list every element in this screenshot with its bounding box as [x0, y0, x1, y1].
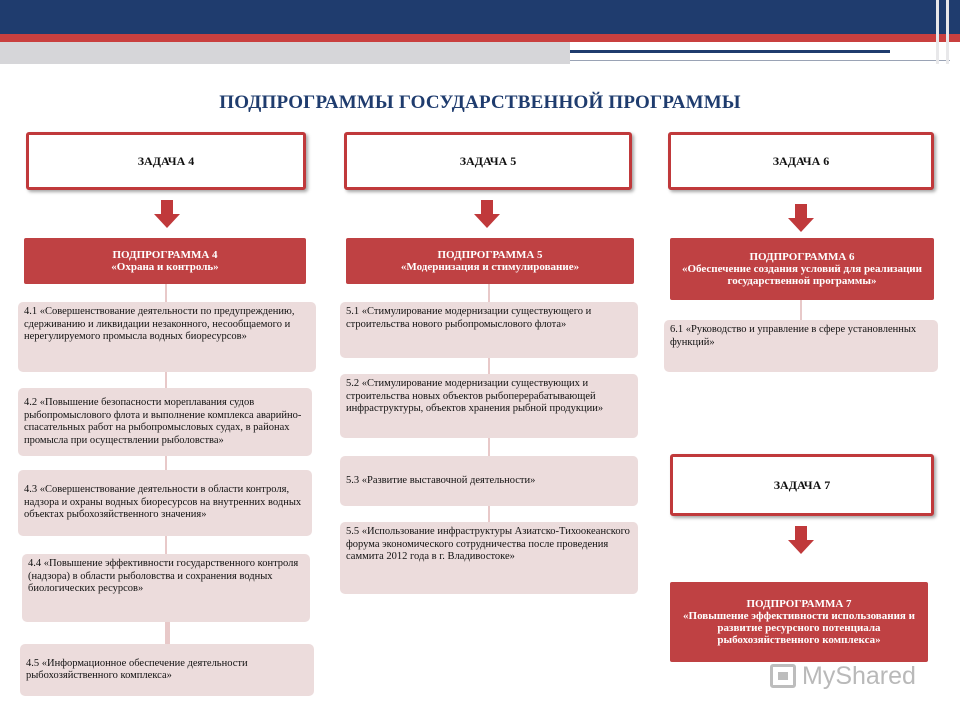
connector-line [165, 622, 170, 644]
connector-line [488, 284, 490, 302]
task-6-box [668, 132, 934, 190]
task-5-label: ЗАДАЧА 5 [459, 153, 517, 168]
connector-line [488, 438, 490, 456]
item-5-2: 5.2 «Стимулирование модернизации существующих и строительства новых объектов рыбоперерабатывающей инфраструктуры, объектов хранения рыбной продукции» [340, 374, 638, 438]
connector-line [165, 372, 167, 388]
task-4-box [26, 132, 306, 190]
item-5-1: 5.1 «Стимулирование модернизации существующего и строительства нового рыбопромыслового флота» [340, 302, 638, 358]
item-6-1: 6.1 «Руководство и управление в сфере установленных функций» [664, 320, 938, 372]
subprogram-7-name: «Повышение эффективности использования и развитие ресурсного потенциала рыбохозяйственного комплекса» [683, 610, 915, 646]
connector-line [165, 284, 167, 302]
header-band-red [0, 34, 960, 42]
page-title: ПОДПРОГРАММЫ ГОСУДАРСТВЕННОЙ ПРОГРАММЫ [219, 92, 741, 113]
subprogram-7-title: ПОДПРОГРАММА 7 [746, 598, 852, 610]
connector-line [488, 506, 490, 522]
subprogram-4 [24, 238, 306, 284]
subprogram-4-title: ПОДПРОГРАММА 4 [112, 249, 218, 261]
subprogram-5-title: ПОДПРОГРАММА 5 [437, 249, 543, 261]
item-4-2: 4.2 «Повышение безопасности мореплавания судов рыбопромыслового флота и выполнение комплекса аварийно-спасательных работ на рыбопромысловых судах, в районах промысла при осуществлении рыболовства» [18, 388, 312, 456]
down-arrow-icon [474, 200, 500, 230]
header-divider [946, 0, 949, 64]
down-arrow-icon [154, 200, 180, 230]
connector-line [800, 300, 802, 320]
item-4-1: 4.1 «Совершенствование деятельности по предупреждению, сдерживанию и ликвидации незаконного, несообщаемого и нерегулируемого промысла водных биоресурсов» [18, 302, 316, 372]
header-band-grey [0, 42, 570, 64]
header-line [570, 50, 890, 53]
task-6-label: ЗАДАЧА 6 [772, 153, 830, 168]
task-5-box [344, 132, 632, 190]
item-4-3: 4.3 «Совершенствование деятельности в области контроля, надзора и охраны водных биоресурсов на внутренних водных объектах рыбохозяйственного значения» [18, 470, 312, 536]
subprogram-5 [346, 238, 634, 284]
subprogram-4-name: «Охрана и контроль» [111, 261, 219, 273]
task-4-label: ЗАДАЧА 4 [137, 153, 195, 168]
task-7-box [670, 454, 934, 516]
item-5-3: 5.3 «Развитие выставочной деятельности» [340, 456, 638, 506]
connector-line [488, 358, 490, 374]
subprogram-6 [670, 238, 934, 300]
subprogram-7 [670, 582, 928, 662]
subprogram-6-name: «Обеспечение создания условий для реализации государственной программы» [682, 263, 922, 287]
presentation-icon [770, 664, 796, 688]
down-arrow-icon [788, 204, 814, 234]
down-arrow-icon [788, 526, 814, 556]
subprogram-6-title: ПОДПРОГРАММА 6 [749, 251, 855, 263]
item-4-4: 4.4 «Повышение эффективности государственного контроля (надзора) в области рыболовства и сохранения водных биологических ресурсов» [22, 554, 310, 622]
watermark-text: MyShared [802, 661, 916, 690]
header-line-thin [570, 60, 950, 61]
header-divider [936, 0, 939, 64]
header-band-blue [0, 0, 960, 34]
item-4-5: 4.5 «Информационное обеспечение деятельности рыбохозяйственного комплекса» [20, 644, 314, 696]
watermark [770, 658, 940, 694]
task-7-label: ЗАДАЧА 7 [773, 477, 831, 492]
item-5-5: 5.5 «Использование инфраструктуры Азиатско-Тихоокеанского форума экономического сотрудничества после проведения саммита 2012 года в г. Владивостоке» [340, 522, 638, 594]
subprogram-5-name: «Модернизация и стимулирование» [400, 261, 580, 273]
connector-line [165, 536, 167, 554]
connector-line [165, 456, 167, 470]
